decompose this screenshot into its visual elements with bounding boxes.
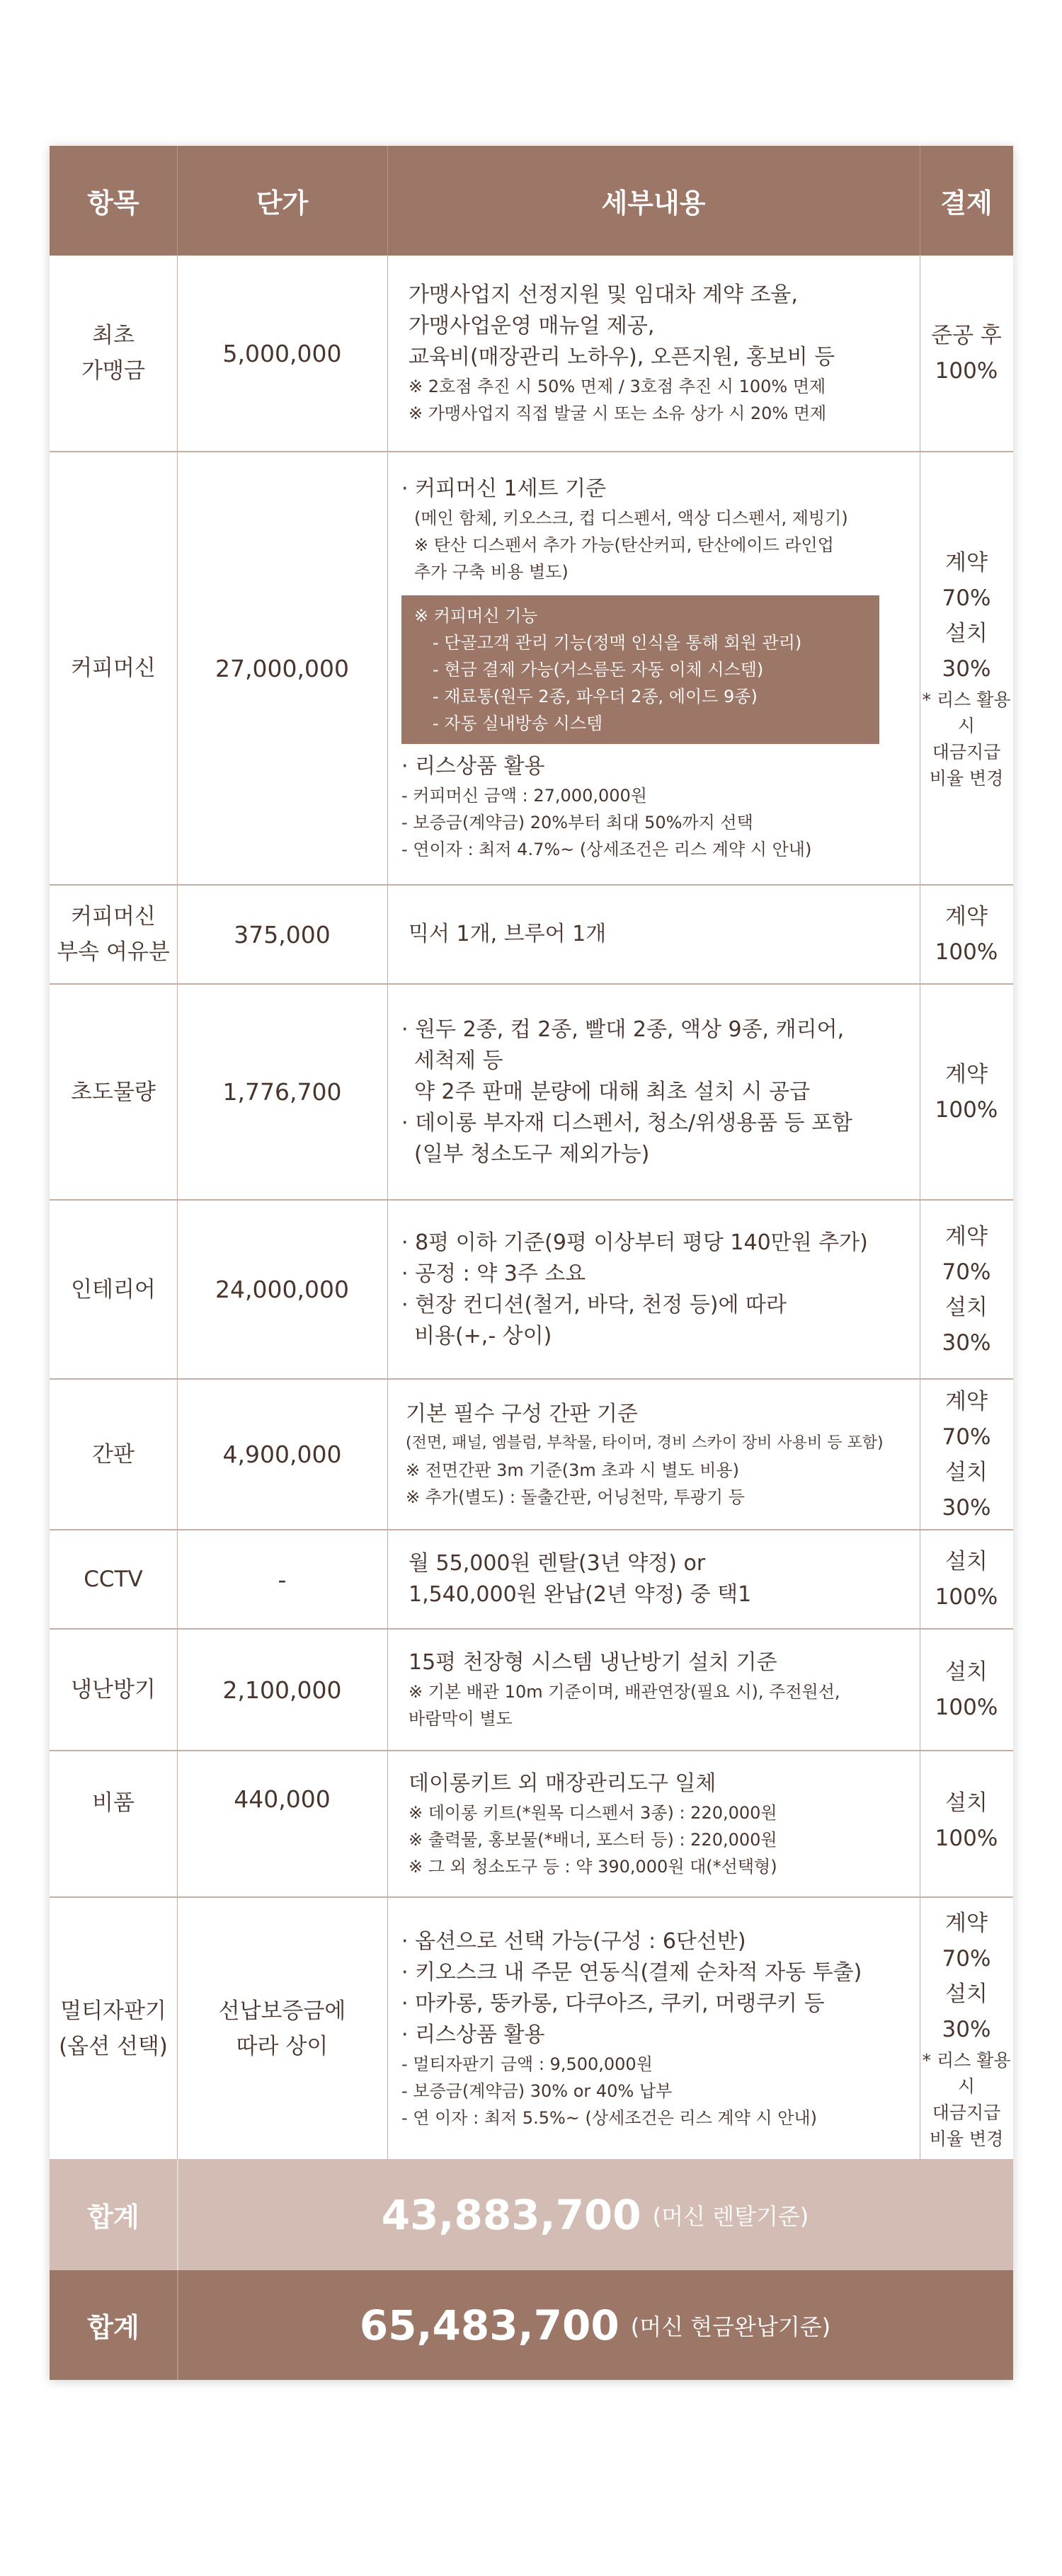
table-row (50, 1201, 1013, 1380)
row-payment: 계약 70% 설치 30% * 리스 활용 시 대금지급 비율 변경 (922, 1910, 1011, 2149)
total-value: 43,883,700 (머신 렌탈기준) (381, 2190, 809, 2239)
row-detail: 월 55,000원 렌탈(3년 약정) or 1,540,000원 완납(2년 약정) 중 택1 (409, 1551, 752, 1607)
coffee-machine-features-box: ※ 커피머신 기능 - 단골고객 관리 기능(정맥 인식을 통해 회원 관리) - 현금 결제 가능(거스름돈 자동 이체 시스템) - 재료통(원두 2종, 파우더 2종, 에이드 9종) - 자동 실내방송 시스템 (401, 595, 879, 744)
row-item: 커피머신 부속 여유분 (57, 904, 170, 965)
table-header (50, 146, 1013, 256)
row-payment: 계약 70% 설치 30% (942, 1388, 991, 1521)
total-row-rental (50, 2159, 1013, 2270)
total-label: 합계 (87, 2202, 139, 2233)
table-row (50, 1530, 1013, 1630)
row-detail: 가맹사업지 선정지원 및 임대차 계약 조율, 가맹사업운영 매뉴얼 제공, 교육비(매장관리 노하우), 오픈지원, 홍보비 등 ※ 2호점 추진 시 50% 면제 / 3호점 추진 시 100% 면제 ※ 가맹사업지 직접 발굴 시 또는 소유 상가 시 20% 면제 (409, 282, 835, 423)
header-item: 항목 (87, 188, 139, 219)
row-payment: 계약 100% (935, 904, 998, 965)
row-price: 1,776,700 (222, 1078, 342, 1106)
row-price: - (278, 1565, 287, 1593)
header-price: 단가 (256, 188, 309, 219)
row-payment: 계약 100% (935, 1061, 998, 1123)
row-detail: 데이롱키트 외 매장관리도구 일체 ※ 데이롱 키트(*원목 디스펜서 3종) : 220,000원 ※ 출력물, 홍보물(*배너, 포스터 등) : 220,000원 ※ 그 외 청소도구 등 : 약 390,000원 대(*선택형) (409, 1770, 777, 1877)
header-detail: 세부내용 (601, 188, 706, 219)
row-price: 27,000,000 (215, 654, 349, 682)
row-price: 375,000 (234, 920, 331, 949)
row-item: 멀티자판기 (옵션 선택) (59, 1998, 168, 2059)
table-row (50, 1898, 1013, 2159)
row-detail: · 옵션으로 선택 가능(구성 : 6단선반) · 키오스크 내 주문 연동식(결제 순차적 자동 투출) · 마카롱, 뚱카롱, 다쿠아즈, 쿠키, 머랭쿠키 등 · 리스상품 활용 - 멀티자판기 금액 : 9,500,000원 - 보증금(계약금) 30% or 40% 납부 - 연 이자 : 최저 5.5%~ (상세조건은 리스 계약 시 안내) (401, 1928, 862, 2128)
row-detail: 기본 필수 구성 간판 기준 (전면, 패널, 엠블럼, 부착물, 타이머, 경비 스카이 장비 사용비 등 포함) ※ 전면간판 3m 기준(3m 초과 시 별도 비용) ※ 추가(별도) : 돌출간판, 어닝천막, 투광기 등 (406, 1401, 884, 1507)
row-price: 4,900,000 (222, 1441, 342, 1468)
table-row (50, 1380, 1013, 1530)
table-row (50, 985, 1013, 1201)
header-payment: 결제 (940, 188, 993, 219)
row-payment: 설치 100% (935, 1549, 998, 1610)
row-price: 2,100,000 (222, 1676, 342, 1704)
row-detail: 믹서 1개, 브루어 1개 (409, 922, 607, 946)
row-detail: · 커피머신 1세트 기준 (메인 함체, 키오스크, 컵 디스펜서, 액상 디스펜서, 제빙기) ※ 탄산 디스펜서 추가 가능(탄산커피, 탄산에이드 라인업 추가 구축 비용 별도) ※ 커피머신 기능 - 단골고객 관리 기능(정맥 인식을 통해 회원 관리) - 현금 결제 가능(거스름돈 자동 이체 시스템) - 재료통(원두 2종, 파우더 2종, 에이드 9종) - 자동 실내방송 시스템 · 리스상품 활용 - 커피머신 금액 : 27,000,000원 - 보증금(계약금) 20%부터 최대 50%까지 선택 - 연이자 : 최저 4.7%~ (상세조건은 리스 계약 시 안내) (387, 452, 920, 884)
row-item: 최초 가맹금 (81, 323, 145, 384)
total-row-cash (50, 2270, 1013, 2380)
row-item: 인테리어 (71, 1276, 156, 1303)
row-item: 커피머신 (71, 656, 156, 681)
total-label: 합계 (87, 2312, 139, 2343)
row-price: 선납보증금에 따라 상이 (218, 1998, 346, 2059)
row-item: 초도물량 (71, 1079, 156, 1105)
row-payment: 준공 후 100% (931, 323, 1002, 384)
table-row (50, 886, 1013, 985)
row-price: 440,000 (234, 1785, 331, 1813)
row-item: 간판 (92, 1441, 135, 1467)
row-detail: 15평 천장형 시스템 냉난방기 설치 기준 ※ 기본 배관 10m 기준이며, 배관연장(필요 시), 주전원선, 바람막이 별도 (409, 1650, 840, 1729)
table-row (50, 452, 1013, 886)
row-item: CCTV (84, 1567, 143, 1592)
row-price: 5,000,000 (222, 339, 342, 367)
row-item: 비품 (92, 1790, 135, 1816)
row-payment: 설치 100% (935, 1790, 998, 1851)
table-row (50, 256, 1013, 452)
franchise-cost-table (50, 146, 1013, 2380)
row-price: 24,000,000 (215, 1276, 349, 1303)
table-row (50, 1630, 1013, 1751)
row-payment: 계약 70% 설치 30% * 리스 활용 시 대금지급 비율 변경 (922, 550, 1011, 789)
row-payment: 설치 100% (935, 1659, 998, 1720)
row-payment: 계약 70% 설치 30% (942, 1223, 991, 1356)
row-item: 냉난방기 (71, 1677, 156, 1702)
row-detail: · 원두 2종, 컵 2종, 빨대 2종, 액상 9종, 캐리어, 세척제 등 약 2주 판매 분량에 대해 최초 설치 시 공급 · 데이롱 부자재 디스펜서, 청소/위생용품 등 포함 (일부 청소도구 제외가능) (401, 1017, 853, 1167)
row-detail: · 8평 이하 기준(9평 이상부터 평당 140만원 추가) · 공정 : 약 3주 소요 · 현장 컨디션(철거, 바닥, 천정 등)에 따라 비용(+,- 상이) (401, 1230, 868, 1349)
total-value: 65,483,700 (머신 현금완납기준) (359, 2301, 831, 2349)
table-row (50, 1751, 1013, 1898)
